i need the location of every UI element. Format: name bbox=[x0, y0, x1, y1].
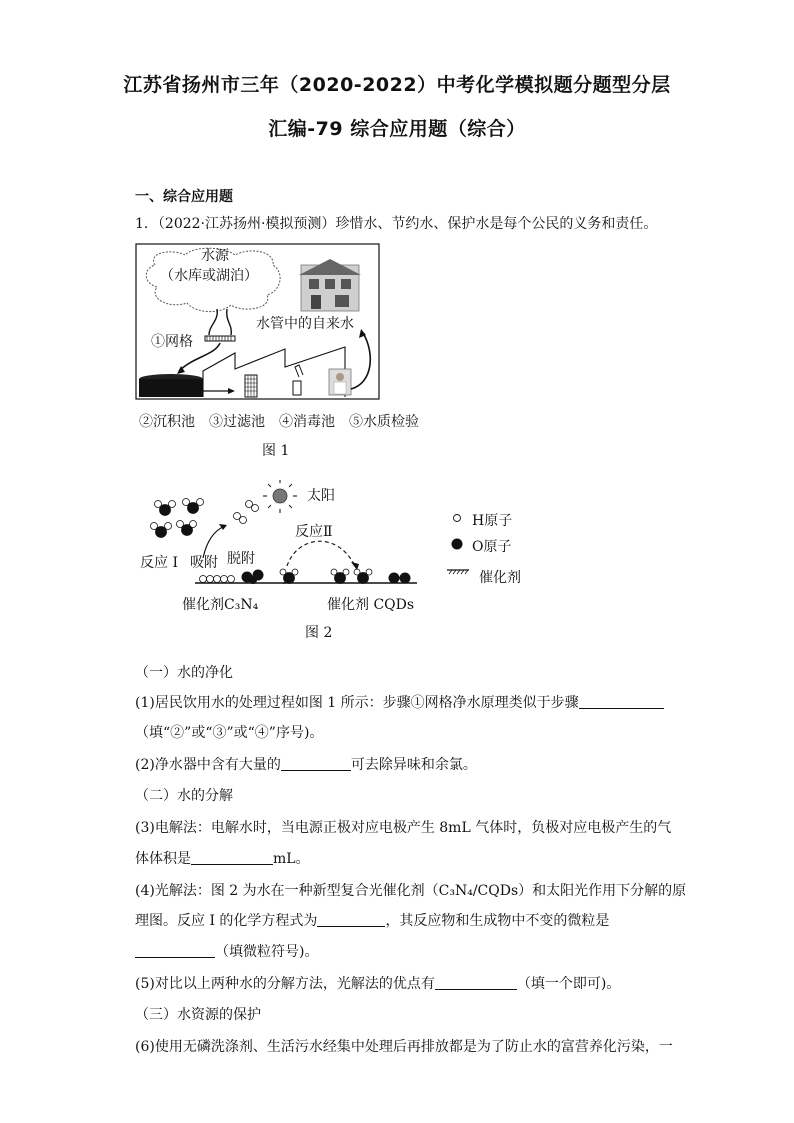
reaction-2-arrow bbox=[287, 541, 355, 566]
water-molecule bbox=[155, 501, 176, 516]
sun-label: 太阳 bbox=[307, 488, 335, 504]
legend-o-symbol bbox=[452, 539, 463, 550]
pipe-cloud-2 bbox=[227, 309, 232, 335]
question-2-text: (2)净水器中含有大量的 bbox=[135, 757, 281, 773]
settling-tank bbox=[139, 379, 203, 397]
reaction-2-label: 反应Ⅱ bbox=[295, 524, 333, 540]
figure-2-caption: 图 2 bbox=[305, 625, 333, 641]
catalyst-cqds-label: 催化剂 CQDs bbox=[327, 597, 415, 613]
question-1-line-1 bbox=[135, 692, 664, 712]
answer-blank-1[interactable] bbox=[579, 694, 664, 709]
doc-title-line1: 江苏省扬州市三年（2020-2022）中考化学模拟题分题型分层 bbox=[123, 74, 671, 96]
section-heading: 一、综合应用题 bbox=[135, 189, 233, 205]
oxygen-molecule bbox=[389, 573, 411, 584]
adsorb-label: 吸附 bbox=[190, 555, 218, 571]
question-3-text: 体体积是 bbox=[135, 851, 191, 867]
water-molecule bbox=[183, 499, 204, 514]
figure-1-caption: 图 1 bbox=[262, 443, 290, 459]
disinfection-pool bbox=[293, 381, 301, 395]
pipe-to-house bbox=[351, 333, 370, 389]
question-4-line-3 bbox=[135, 941, 318, 961]
pipe-cloud bbox=[209, 309, 217, 335]
answer-blank-5[interactable] bbox=[435, 975, 517, 990]
question-2-text-end: 可去除异味和余氯。 bbox=[350, 757, 477, 773]
stages-label: ②沉积池 ③过滤池 ④消毒池 ⑤水质检验 bbox=[139, 414, 419, 430]
part-2-heading: （二）水的分解 bbox=[135, 788, 233, 804]
legend-catalyst-symbol bbox=[447, 570, 469, 574]
question-4-line-1: (4)光解法：图 2 为水在一种新型复合光催化剂（C₃N₄/CQDs）和太阳光作用下分解的原 bbox=[135, 883, 687, 899]
legend-o-label: O原子 bbox=[472, 539, 512, 555]
desorb-label: 脱附 bbox=[227, 551, 255, 567]
question-3-line-1: (3)电解法：电解水时，当电源正极对应电极产生 8mL 气体时，负极对应电极产生的气 bbox=[135, 820, 672, 836]
doc-title-line2: 汇编-79 综合应用题（综合） bbox=[268, 118, 526, 140]
water-molecule bbox=[177, 521, 197, 536]
question-3-line-2 bbox=[135, 848, 310, 868]
grid-icon bbox=[205, 336, 235, 341]
surface-molecule bbox=[280, 569, 298, 584]
adsorbed-h-atoms bbox=[200, 576, 235, 583]
question-3-unit: mL。 bbox=[273, 851, 310, 867]
answer-blank-4a[interactable] bbox=[317, 912, 385, 927]
answer-blank-4b[interactable] bbox=[135, 943, 215, 958]
catalyst-c3n4-label: 催化剂C₃N₄ bbox=[182, 597, 259, 613]
grid-label: ①网格 bbox=[151, 334, 193, 350]
sun-icon bbox=[263, 480, 297, 513]
hydrogen-molecule bbox=[234, 501, 259, 524]
surface-molecule bbox=[354, 569, 372, 584]
question-5-text-end: （填一个即可)。 bbox=[516, 976, 621, 992]
question-5-text: (5)对比以上两种水的分解方法，光解法的优点有 bbox=[135, 976, 435, 992]
question-4-text: 理图。反应 I 的化学方程式为 bbox=[135, 913, 318, 929]
tap-water-label: 水管中的自来水 bbox=[256, 316, 354, 332]
question-6-line-1: (6)使用无磷洗涤剂、生活污水经集中处理后再排放都是为了防止水的富营养化污染，一 bbox=[135, 1039, 673, 1055]
part-1-heading: （一）水的净化 bbox=[135, 665, 233, 681]
question-4-text-end: （填微粒符号)。 bbox=[215, 944, 319, 960]
legend-catalyst-label: 催化剂 bbox=[479, 570, 521, 586]
question-1-line-2: （填“②”或“③”或“④”序号)。 bbox=[135, 725, 324, 741]
question-1-text: (1)居民饮用水的处理过程如图 1 所示：步骤①网格净水原理类似于步骤 bbox=[135, 695, 579, 711]
figure-1 bbox=[135, 243, 419, 433]
legend-h-label: H原子 bbox=[472, 513, 513, 529]
question-5-line bbox=[135, 973, 620, 993]
reaction-1-label: 反应 I bbox=[140, 555, 178, 571]
adsorbed-o-atoms bbox=[242, 570, 264, 585]
water-molecule bbox=[151, 523, 172, 538]
answer-blank-3[interactable] bbox=[191, 850, 273, 865]
legend-h-symbol bbox=[454, 515, 461, 522]
plant-roof bbox=[203, 347, 345, 397]
question-4-line-2 bbox=[135, 910, 609, 930]
water-source-sub-label: （水库或湖泊） bbox=[160, 268, 258, 284]
answer-blank-2[interactable] bbox=[281, 756, 351, 771]
figure-2 bbox=[135, 480, 535, 615]
part-3-heading: （三）水资源的保护 bbox=[135, 1007, 261, 1023]
question-intro: 1．（2022·江苏扬州·模拟预测）珍惜水、节约水、保护水是每个公民的义务和责任。 bbox=[135, 216, 658, 232]
question-2-line bbox=[135, 754, 477, 774]
water-source-label: 水源 bbox=[201, 248, 229, 264]
surface-molecule bbox=[331, 569, 349, 584]
question-4-text-mid: ，其反应物和生成物中不变的微粒是 bbox=[385, 913, 610, 929]
